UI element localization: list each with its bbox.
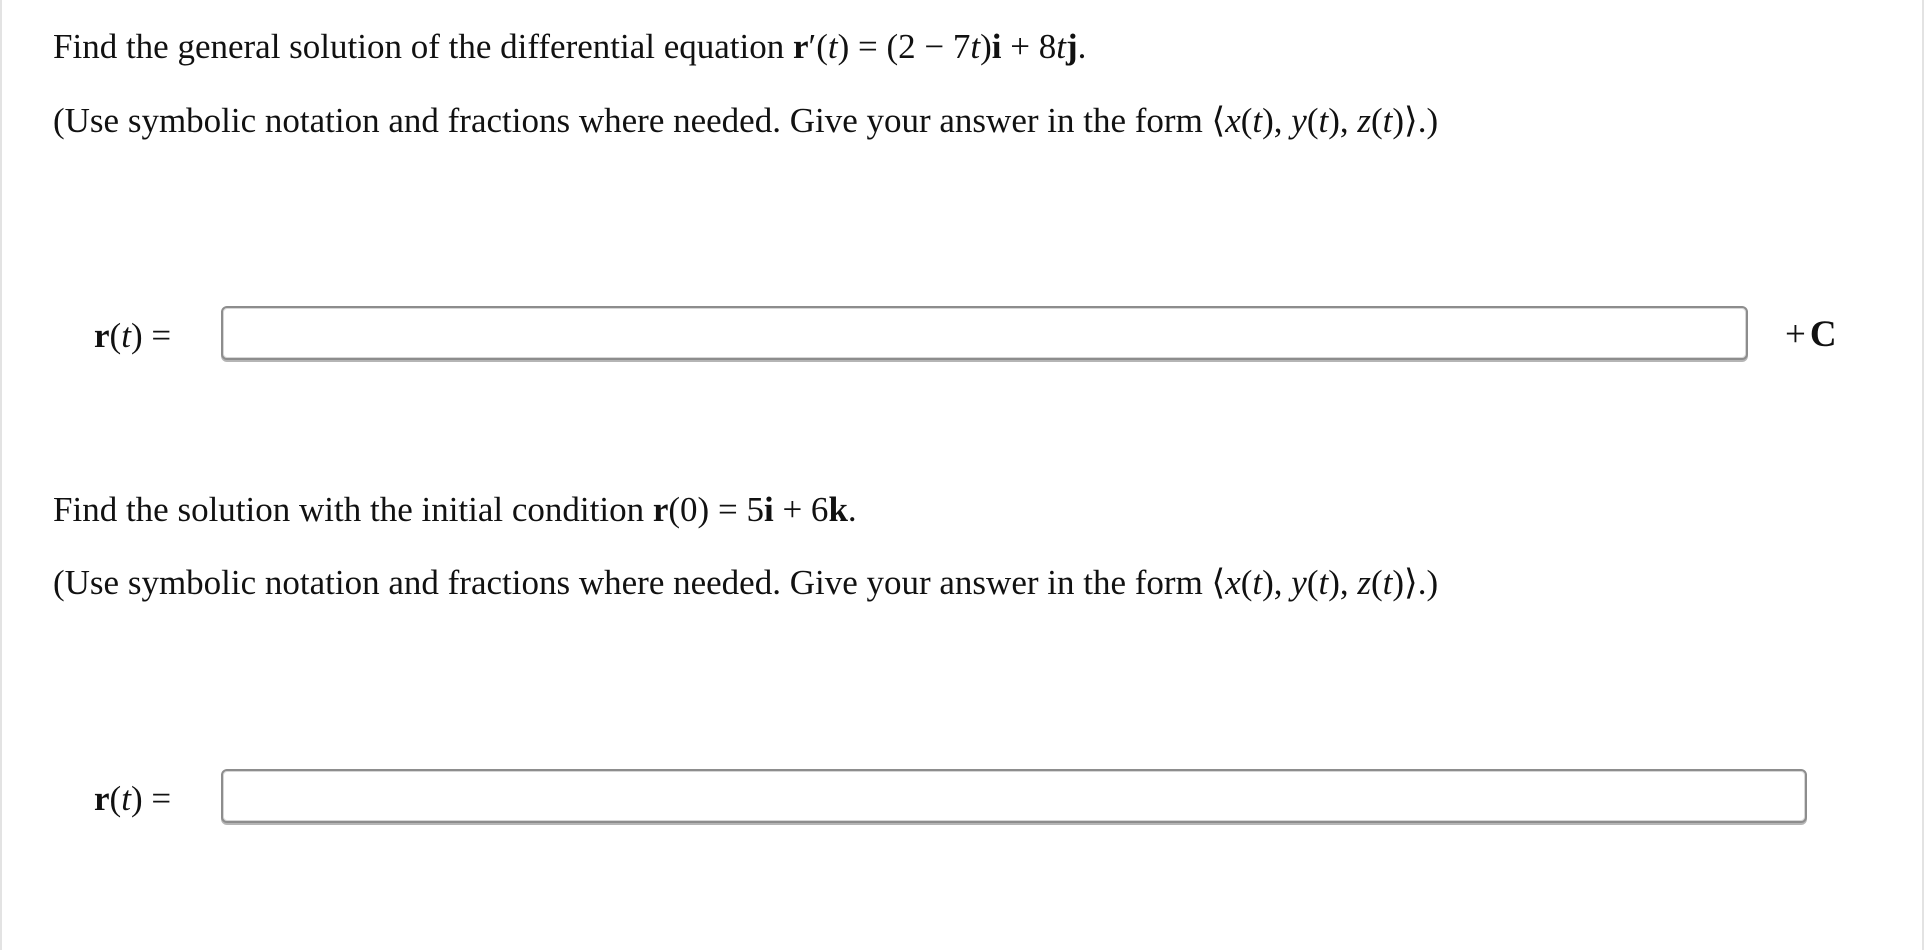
t-variable: t: [1318, 101, 1329, 140]
t-variable: t: [1252, 563, 1263, 602]
equation-text: + 6: [773, 490, 829, 529]
paren: (: [1371, 101, 1383, 140]
equation-text: ) = (2 − 7: [837, 27, 971, 66]
y-variable: y: [1291, 101, 1307, 140]
part2-prompt-text: Find the solution with the initial condition: [53, 490, 653, 529]
t-variable: t: [1382, 101, 1393, 140]
i-unit-vector: i: [991, 27, 1002, 66]
t-variable: t: [1318, 563, 1329, 602]
paren: (: [109, 779, 122, 818]
part1-instruction: [53, 103, 1438, 138]
prime-symbol: ′: [808, 27, 817, 66]
paren: (: [1240, 101, 1253, 140]
paren: (: [1371, 563, 1383, 602]
r-symbol: r: [94, 779, 110, 818]
y-variable: y: [1291, 563, 1307, 602]
part2-prompt: [53, 492, 857, 527]
constant-of-integration: [1785, 316, 1837, 353]
r-symbol: r: [652, 490, 669, 529]
separator: ),: [1328, 101, 1358, 140]
r-symbol: r: [793, 27, 809, 66]
paren: (: [816, 27, 828, 66]
t-variable: t: [827, 27, 838, 66]
separator: ),: [1262, 563, 1292, 602]
instruction-text: (Use symbolic notation and fractions where needed. Give your answer in the form ⟨: [53, 101, 1226, 140]
z-variable: z: [1357, 101, 1372, 140]
general-solution-input[interactable]: [221, 306, 1748, 360]
x-variable: x: [1225, 101, 1241, 140]
constant-c: C: [1809, 314, 1837, 355]
t-variable: t: [970, 27, 981, 66]
part1-prompt-text: Find the general solution of the differential equation: [53, 27, 793, 66]
part1-answer-label: [94, 318, 171, 353]
t-variable: t: [121, 779, 131, 818]
k-unit-vector: k: [828, 490, 848, 529]
j-unit-vector: j: [1066, 27, 1078, 66]
separator: ),: [1328, 563, 1358, 602]
t-variable: t: [1056, 27, 1066, 66]
paren: ): [980, 27, 992, 66]
x-variable: x: [1225, 563, 1241, 602]
t-variable: t: [1252, 101, 1263, 140]
paren: (: [1306, 101, 1319, 140]
equation-text: + 8: [1001, 27, 1057, 66]
part1-prompt: [53, 29, 1086, 64]
particular-solution-input[interactable]: [221, 769, 1807, 823]
t-variable: t: [121, 316, 131, 355]
z-variable: z: [1357, 563, 1372, 602]
plus-sign: +: [1785, 314, 1806, 355]
paren: (: [1306, 563, 1319, 602]
separator: ),: [1262, 101, 1292, 140]
equals-sign: ) =: [130, 316, 172, 355]
t-variable: t: [1382, 563, 1393, 602]
period: .: [1077, 27, 1087, 66]
paren: (: [109, 316, 122, 355]
equals-sign: ) =: [130, 779, 172, 818]
paren: (: [1240, 563, 1253, 602]
instruction-text: (Use symbolic notation and fractions where needed. Give your answer in the form ⟨: [53, 563, 1226, 602]
part2-instruction: [53, 565, 1438, 600]
period: .: [847, 490, 857, 529]
instruction-end: )⟩.): [1392, 101, 1439, 140]
instruction-end: )⟩.): [1392, 563, 1439, 602]
part2-answer-label: [94, 781, 171, 816]
equation-text: (0) = 5: [668, 490, 764, 529]
r-symbol: r: [94, 316, 110, 355]
i-unit-vector: i: [763, 490, 774, 529]
